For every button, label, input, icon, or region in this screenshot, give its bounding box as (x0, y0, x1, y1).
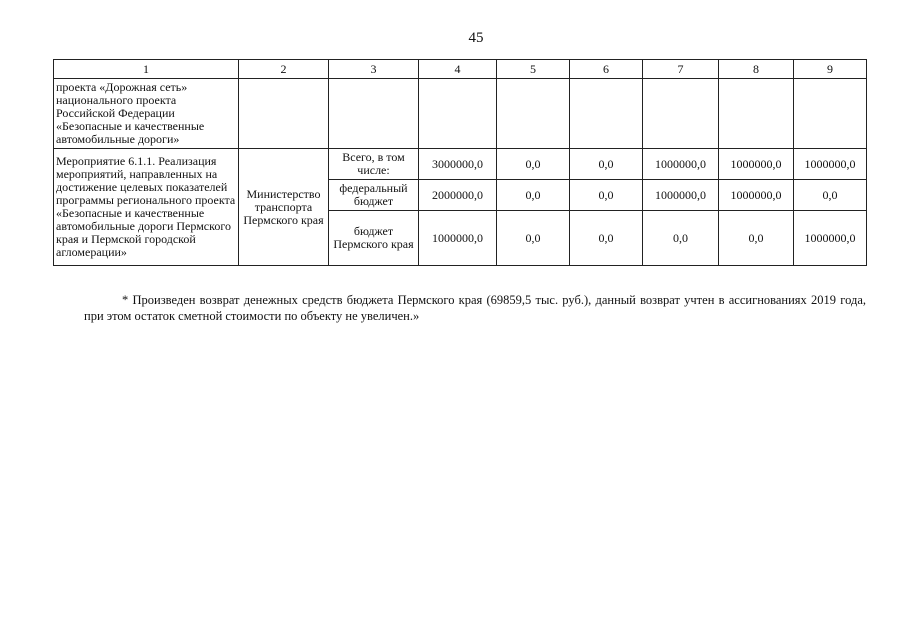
page-number: 45 (468, 30, 484, 46)
table-row (54, 149, 867, 180)
funding-source: федеральный бюджет (329, 180, 419, 211)
value-cell: 1000000,0 (719, 180, 794, 211)
funding-source: бюджет Пермского края (329, 211, 419, 266)
value-cell: 1000000,0 (643, 180, 719, 211)
value-cell: 1000000,0 (643, 149, 719, 180)
empty-cell (497, 79, 570, 149)
column-header: 6 (570, 60, 643, 79)
value-cell: 2000000,0 (419, 180, 497, 211)
column-header: 1 (54, 60, 239, 79)
column-header: 4 (419, 60, 497, 79)
value-cell: 0,0 (570, 180, 643, 211)
empty-cell (719, 79, 794, 149)
table-row (54, 79, 867, 149)
value-cell: 1000000,0 (719, 149, 794, 180)
value-cell: 0,0 (794, 180, 867, 211)
value-cell: 0,0 (719, 211, 794, 266)
funding-source: Всего, в том числе: (329, 149, 419, 180)
empty-cell (794, 79, 867, 149)
empty-cell (239, 79, 329, 149)
empty-cell (643, 79, 719, 149)
column-header: 5 (497, 60, 570, 79)
value-cell: 0,0 (497, 180, 570, 211)
column-header: 9 (794, 60, 867, 79)
footnote (84, 292, 866, 324)
column-header: 8 (719, 60, 794, 79)
value-cell: 3000000,0 (419, 149, 497, 180)
value-cell: 1000000,0 (794, 211, 867, 266)
value-cell: 0,0 (643, 211, 719, 266)
value-cell: 1000000,0 (419, 211, 497, 266)
column-header: 3 (329, 60, 419, 79)
empty-cell (570, 79, 643, 149)
measure-description: Мероприятие 6.1.1. Реализация мероприятий, направленных на достижение целевых показателей программы регионального проекта «Безопасные и качественные автомобильные дороги Пермского края и Пермской городской агломерации» (54, 149, 239, 266)
footnote-text: * Произведен возврат денежных средств бюджета Пермского края (69859,5 тыс. руб.), данный возврат учтен в ассигнованиях 2019 года, при этом остаток сметной стоимости по объекту не увеличен.» (84, 293, 866, 323)
continuation-description: проекта «Дорожная сеть» национального проекта Российской Федерации «Безопасные и качественные автомобильные дороги» (54, 79, 239, 149)
value-cell: 0,0 (497, 149, 570, 180)
value-cell: 0,0 (497, 211, 570, 266)
executor-cell: Министерство транспорта Пермского края (239, 149, 329, 266)
empty-cell (419, 79, 497, 149)
column-header: 7 (643, 60, 719, 79)
budget-table (53, 59, 867, 266)
column-header: 2 (239, 60, 329, 79)
table-header-row (54, 60, 867, 79)
value-cell: 0,0 (570, 211, 643, 266)
empty-cell (329, 79, 419, 149)
value-cell: 0,0 (570, 149, 643, 180)
value-cell: 1000000,0 (794, 149, 867, 180)
